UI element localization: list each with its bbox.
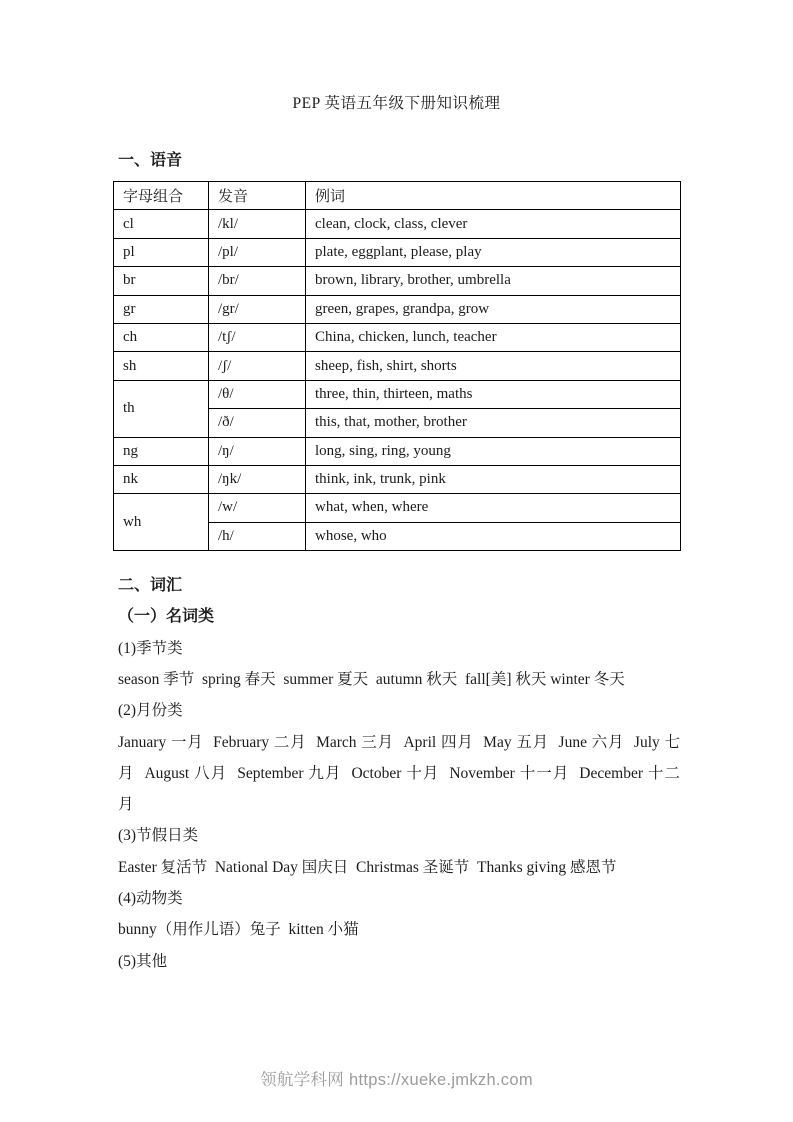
examples-cell: sheep, fish, shirt, shorts: [306, 352, 681, 380]
sound-cell: /ŋk/: [209, 465, 306, 493]
letters-cell: sh: [114, 352, 209, 380]
phonetics-row: [114, 437, 681, 465]
footer-site-text: 领航学科网 https://xueke.jmkzh.com: [260, 1071, 533, 1089]
examples-cell: long, sing, ring, young: [306, 437, 681, 465]
vocab-group-label-5: (5)其他: [118, 952, 168, 970]
vocab-group-2-line: 月: [118, 796, 134, 814]
sound-cell: /gr/: [209, 295, 306, 323]
vocab-group-label-3: (3)节假日类: [118, 827, 199, 845]
phonetics-row: [114, 238, 681, 266]
phonetics-row: [114, 494, 681, 522]
vocab-group-1-line: season 季节 spring 春天 summer 夏天 autumn 秋天 fall[美] 秋天 winter 冬天: [118, 670, 625, 688]
vocab-group-2-line: 月 August 八月 September 九月 October 十月 November 十一月 December 十二: [118, 764, 680, 782]
phonetics-row: [114, 267, 681, 295]
examples-cell: brown, library, brother, umbrella: [306, 267, 681, 295]
phonetics-row: [114, 210, 681, 238]
letters-cell: nk: [114, 465, 209, 493]
sound-cell: /br/: [209, 267, 306, 295]
section-phonetics-heading: 一、语音: [118, 152, 183, 169]
vocab-group-2-line: January 一月 February 二月 March 三月 April 四月 May 五月 June 六月 July 七: [118, 733, 680, 751]
header-cell-0: 字母组合: [114, 182, 209, 210]
sound-cell: /tʃ/: [209, 323, 306, 351]
sound-cell: /h/: [209, 522, 306, 550]
examples-cell: whose, who: [306, 522, 681, 550]
phonetics-row: [114, 295, 681, 323]
vocab-group-label-4: (4)动物类: [118, 890, 183, 908]
letters-cell: pl: [114, 238, 209, 266]
phonetics-header-row: [114, 182, 681, 210]
header-cell-1: 发音: [209, 182, 306, 210]
letters-cell: ng: [114, 437, 209, 465]
phonetics-row: [114, 465, 681, 493]
document-title: PEP 英语五年级下册知识梳理: [292, 95, 501, 112]
examples-cell: three, thin, thirteen, maths: [306, 380, 681, 408]
vocab-group-3-line: Easter 复活节 National Day 国庆日 Christmas 圣诞节 Thanks giving 感恩节: [118, 858, 617, 876]
vocab-group-label-2: (2)月份类: [118, 702, 183, 720]
vocab-group-4-line: bunny（用作儿语）兔子 kitten 小猫: [118, 921, 359, 939]
examples-cell: what, when, where: [306, 494, 681, 522]
vocab-group-label-1: (1)季节类: [118, 639, 183, 657]
document-content: [113, 151, 680, 977]
sound-cell: /ð/: [209, 409, 306, 437]
examples-cell: this, that, mother, brother: [306, 409, 681, 437]
letters-cell: br: [114, 267, 209, 295]
phonetics-row: [114, 352, 681, 380]
sound-cell: /pl/: [209, 238, 306, 266]
examples-cell: think, ink, trunk, pink: [306, 465, 681, 493]
phonetics-row: [114, 323, 681, 351]
phonetics-table: [113, 181, 681, 551]
examples-cell: clean, clock, class, clever: [306, 210, 681, 238]
section-vocab-heading: 二、词汇: [118, 577, 183, 595]
phonetics-row: [114, 380, 681, 408]
vocabulary-section: [118, 570, 680, 977]
sound-cell: /ŋ/: [209, 437, 306, 465]
sound-cell: /ʃ/: [209, 352, 306, 380]
sound-cell: /kl/: [209, 210, 306, 238]
sound-cell: /θ/: [209, 380, 306, 408]
letters-cell: wh: [114, 494, 209, 551]
letters-cell: gr: [114, 295, 209, 323]
vocab-noun-subheading: （一）名词类: [118, 608, 215, 626]
letters-cell: th: [114, 380, 209, 437]
sound-cell: /w/: [209, 494, 306, 522]
letters-cell: cl: [114, 210, 209, 238]
examples-cell: green, grapes, grandpa, grow: [306, 295, 681, 323]
examples-cell: plate, eggplant, please, play: [306, 238, 681, 266]
letters-cell: ch: [114, 323, 209, 351]
header-cell-2: 例词: [306, 182, 681, 210]
footer-watermark: [0, 1066, 793, 1090]
examples-cell: China, chicken, lunch, teacher: [306, 323, 681, 351]
